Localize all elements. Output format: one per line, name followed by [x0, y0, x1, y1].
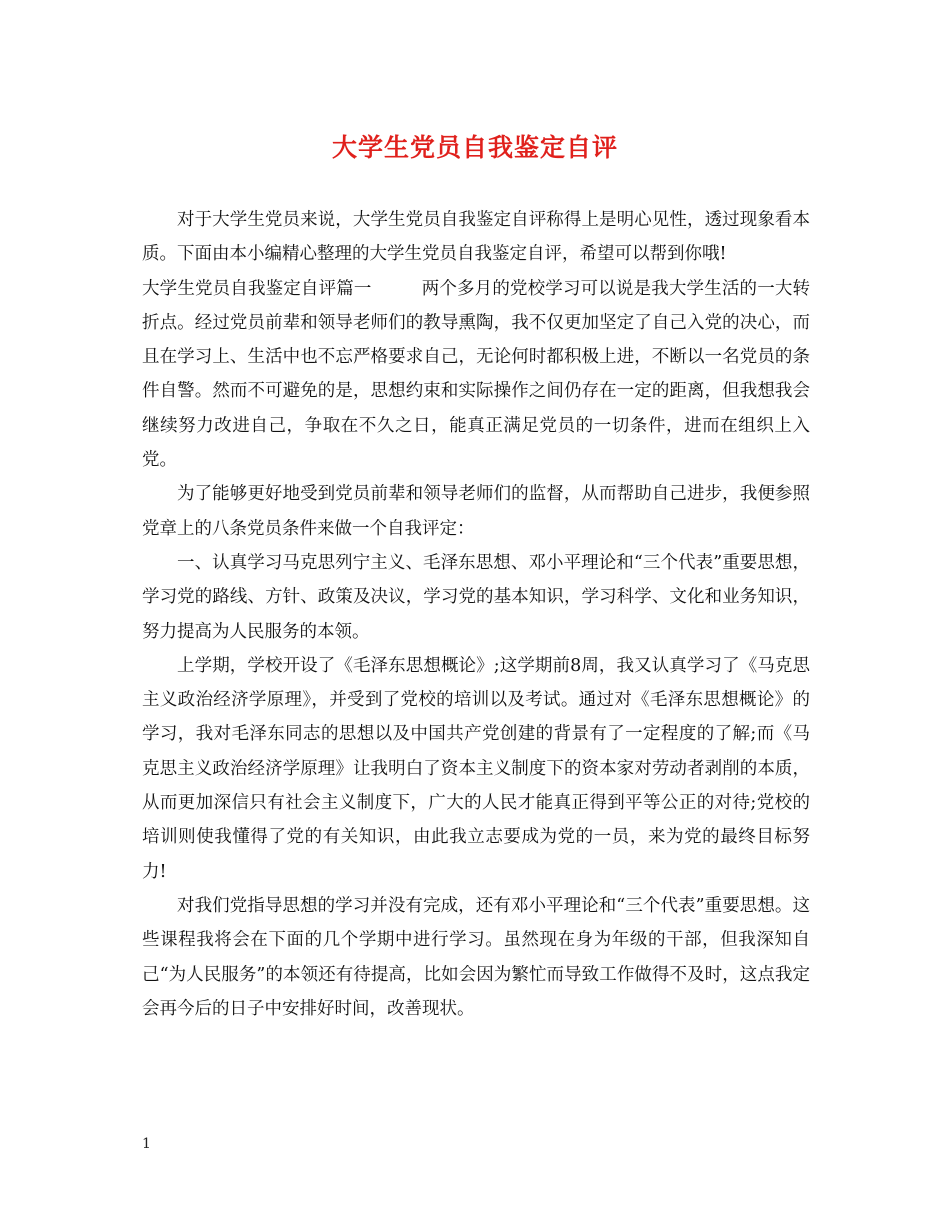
- intro-paragraph: 对于大学生党员来说，大学生党员自我鉴定自评称得上是明心见性，透过现象看本质。下面由本小编精心整理的大学生党员自我鉴定自评，希望可以帮到你哦!: [142, 210, 810, 265]
- page-number: 1: [142, 1136, 151, 1152]
- paragraph-courses: 上学期，学校开设了《毛泽东思想概论》;这学期前8周，我又认真学习了《马克思主义政治经济学原理》，并受到了党校的培训以及考试。通过对《毛泽东思想概论》的学习，我对毛泽东同志的思想以及中国共产党创建的背景有了一定程度的了解;而《马克思主义政治经济学原理》让我明白了资本主义制度下的资本家对劳动者剥削的本质，从而更加深信只有社会主义制度下，广大的人民才能真正得到平等公正的对待;党校的培训则使我懂得了党的有关知识，由此我立志要成为党的一员，来为党的最终目标努力!: [142, 655, 810, 882]
- section-heading: 大学生党员自我鉴定自评篇一: [142, 278, 372, 299]
- section-paragraph: [142, 272, 810, 478]
- paragraph-point-one: 一、认真学习马克思列宁主义、毛泽东思想、邓小平理论和“三个代表”重要思想，学习党的路线、方针、政策及决议，学习党的基本知识，学习科学、文化和业务知识，努力提高为人民服务的本领。: [142, 552, 810, 642]
- document-title: 大学生党员自我鉴定自评: [331, 133, 618, 162]
- section-text: 两个多月的党校学习可以说是我大学生活的一大转折点。经过党员前辈和领导老师们的教导熏陶，我不仅更加坚定了自己入党的决心，而且在学习上、生活中也不忘严格要求自己，无论何时都积极上进，不断以一名党员的条件自警。然而不可避免的是，思想约束和实际操作之间仍存在一定的距离，但我想我会继续努力改进自己，争取在不久之日，能真正满足党员的一切条件，进而在组织上入党。: [142, 278, 811, 471]
- paragraph-supervision: 为了能够更好地受到党员前辈和领导老师们的监督，从而帮助自己进步，我便参照党章上的八条党员条件来做一个自我评定：: [142, 484, 810, 539]
- document-body: [142, 203, 810, 1026]
- paragraph-future-study: 对我们党指导思想的学习并没有完成，还有邓小平理论和“三个代表”重要思想。这些课程我将会在下面的几个学期中进行学习。虽然现在身为年级的干部，但我深知自己“为人民服务”的本领还有待提高，比如会因为繁忙而导致工作做得不及时，这点我定会再今后的日子中安排好时间，改善现状。: [142, 895, 810, 1019]
